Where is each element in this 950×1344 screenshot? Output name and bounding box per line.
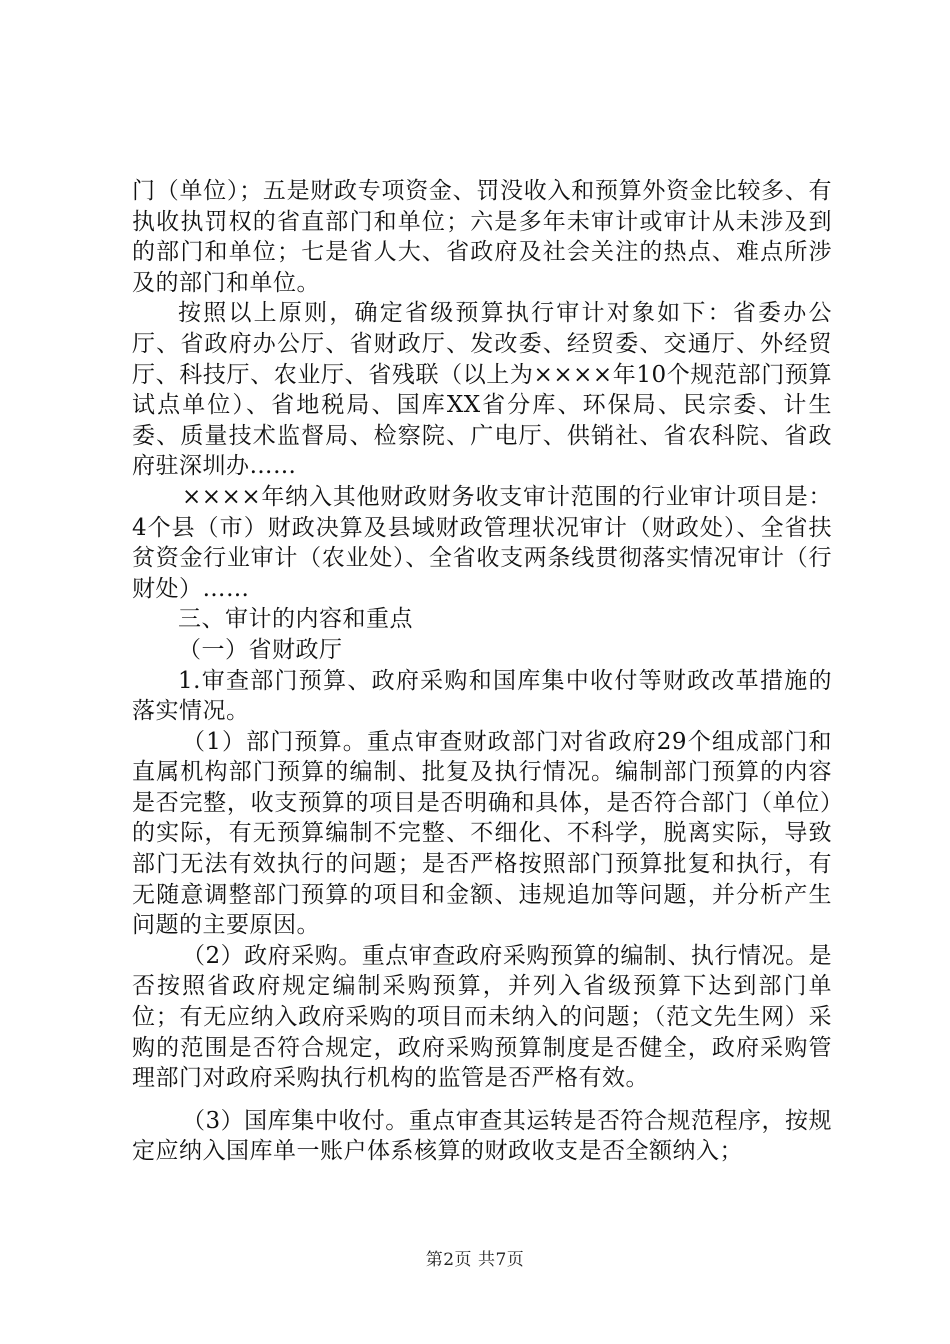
paragraph-treasury-collection: （3）国库集中收付。重点审查其运转是否符合规范程序，按规定应纳入国库单一账户体系核算的财政收支是否全额纳入； (132, 1107, 832, 1165)
paragraph-audit-targets: 按照以上原则，确定省级预算执行审计对象如下：省委办公厅、省政府办公厅、省财政厅、发改委、经贸委、交通厅、外经贸厅、科技厅、农业厅、省残联（以上为××××年10个规范部门预算试点单位）、省地税局、国库XX省分库、环保局、民宗委、计生委、质量技术监督局、检察院、广电厅、供销社、省农科院、省政府驻深圳办…… (132, 300, 832, 480)
paragraph-continuation: 门（单位）；五是财政专项资金、罚没收入和预算外资金比较多、有执收执罚权的省直部门和单位；六是多年未审计或审计从未涉及到的部门和单位；七是省人大、省政府及社会关注的热点、难点所涉及的部门和单位。 (132, 178, 832, 296)
page-number-footer: 第2页 共7页 (425, 1250, 525, 1270)
section-heading-content: 三、审计的内容和重点 (178, 606, 413, 633)
document-body (132, 176, 832, 1167)
item-heading-reform-measures: 1.审查部门预算、政府采购和国库集中收付等财政改革措施的落实情况。 (132, 667, 832, 725)
paragraph-industry-audit: ××××年纳入其他财政财务收支审计范围的行业审计项目是：4个县（市）财政决算及县域财政管理状况审计（财政处）、全省扶贫资金行业审计（农业处）、全省收支两条线贯彻落实情况审计（行财处）…… (132, 483, 832, 602)
paragraph-government-procurement: （2）政府采购。重点审查政府采购预算的编制、执行情况。是否按照省政府规定编制采购预算，并列入省级预算下达到部门单位；有无应纳入政府采购的项目而未纳入的问题；（范文先生网）采购的范围是否符合规定，政府采购预算制度是否健全，政府采购管理部门对政府采购执行机构的监管是否严格有效。 (132, 942, 832, 1092)
paragraph-department-budget: （1）部门预算。重点审查财政部门对省政府29个组成部门和直属机构部门预算的编制、批复及执行情况。编制部门预算的内容是否完整，收支预算的项目是否明确和具体，是否符合部门（单位）的实际，有无预算编制不完整、不细化、不科学，脱离实际，导致部门无法有效执行的问题；是否严格按照部门预算批复和执行，有无随意调整部门预算的项目和金额、违规追加等问题，并分析产生问题的主要原因。 (132, 728, 832, 939)
subsection-heading-finance-dept: （一）省财政厅 (178, 636, 343, 663)
